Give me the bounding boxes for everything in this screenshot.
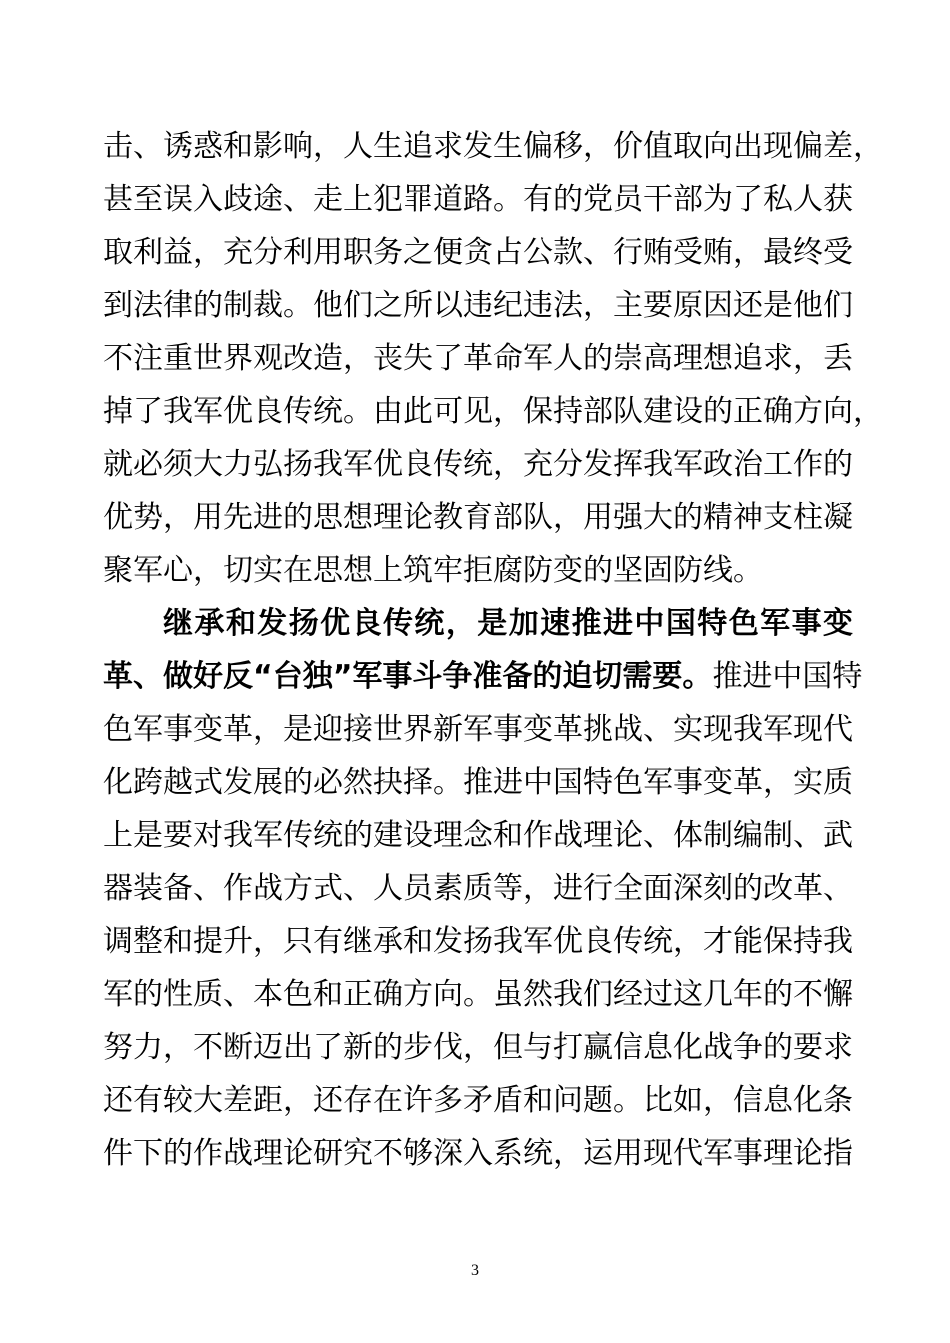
paragraph-2-mixed-line <box>103 650 863 703</box>
paragraph-2-line: 调整和提升，只有继承和发扬我军优良传统，才能保持我 <box>103 924 853 959</box>
paragraph-2-text: 推进中国特 <box>712 659 863 694</box>
paragraph-1-line: 到法律的制裁。他们之所以违纪违法，主要原因还是他们 <box>103 288 853 323</box>
paragraph-1-line: 优势，用先进的思想理论教育部队，用强大的精神支柱凝 <box>103 500 853 535</box>
paragraph-2-line: 化跨越式发展的必然抉择。推进中国特色军事变革，实质 <box>103 765 853 800</box>
paragraph-1-line: 取利益，充分利用职务之便贪占公款、行贿受贿，最终受 <box>103 235 853 270</box>
paragraph-2-line: 色军事变革，是迎接世界新军事变革挑战、实现我军现代 <box>103 712 853 747</box>
paragraph-1-line: 聚军心，切实在思想上筑牢拒腐防变的坚固防线。 <box>103 553 763 588</box>
page-number: 3 <box>471 1262 479 1279</box>
body-text <box>103 120 883 1180</box>
paragraph-1-line: 甚至误入歧途、走上犯罪道路。有的党员干部为了私人获 <box>103 182 853 217</box>
paragraph-2-line: 军的性质、本色和正确方向。虽然我们经过这几年的不懈 <box>103 977 853 1012</box>
paragraph-2-line: 件下的作战理论研究不够深入系统，运用现代军事理论指 <box>103 1136 853 1171</box>
paragraph-2-heading-end: 革、做好反“台独”军事斗争准备的迫切需要。 <box>103 659 713 694</box>
paragraph-1-line: 不注重世界观改造，丧失了革命军人的崇高理想追求，丢 <box>103 341 853 376</box>
paragraph-2-line: 还有较大差距，还存在许多矛盾和问题。比如，信息化条 <box>103 1083 853 1118</box>
paragraph-2-line: 器装备、作战方式、人员素质等，进行全面深刻的改革、 <box>103 871 853 906</box>
paragraph-1-line: 击、诱惑和影响，人生追求发生偏移，价值取向出现偏差， <box>103 129 883 164</box>
paragraph-1-line: 就必须大力弘扬我军优良传统，充分发挥我军政治工作的 <box>103 447 853 482</box>
paragraph-1-line: 掉了我军优良传统。由此可见，保持部队建设的正确方向， <box>103 394 883 429</box>
paragraph-2-heading-line: 继承和发扬优良传统，是加速推进中国特色军事变 <box>163 606 853 641</box>
paragraph-2-line: 努力，不断迈出了新的步伐，但与打赢信息化战争的要求 <box>103 1030 853 1065</box>
paragraph-2-line: 上是要对我军传统的建设理念和作战理论、体制编制、武 <box>103 818 853 853</box>
